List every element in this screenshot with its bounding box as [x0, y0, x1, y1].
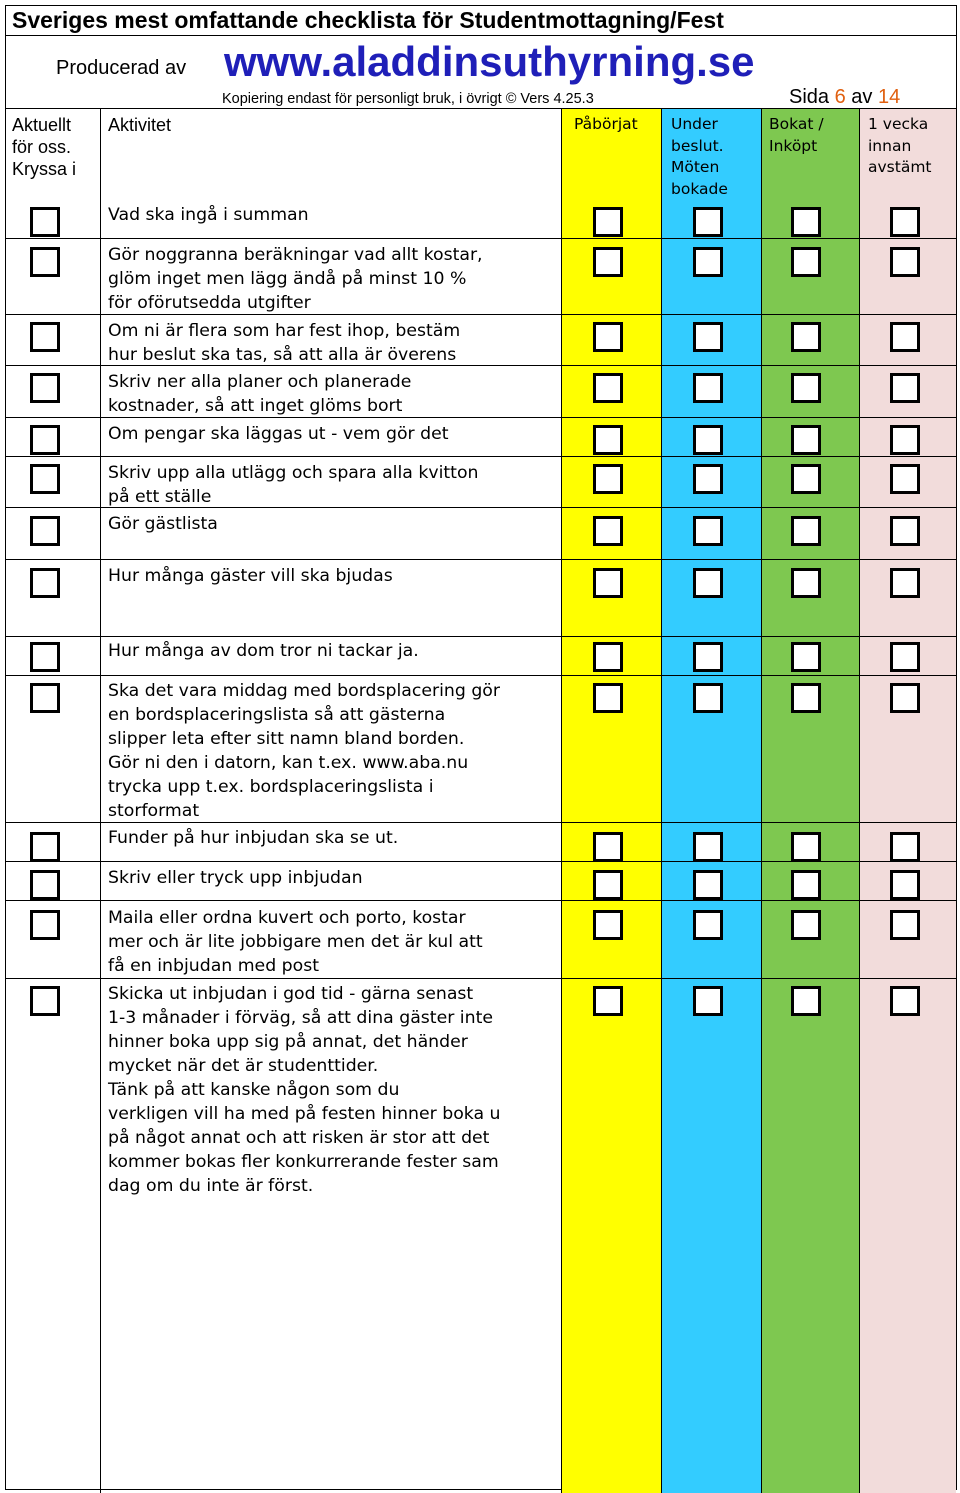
column-booked-band	[761, 108, 859, 1493]
checkbox-under-decision[interactable]	[693, 247, 723, 277]
checkbox-current[interactable]	[30, 207, 60, 237]
checkbox-started[interactable]	[593, 464, 623, 494]
checkbox-under-decision[interactable]	[693, 207, 723, 237]
row-divider	[5, 822, 956, 823]
checkbox-current[interactable]	[30, 322, 60, 352]
row-divider	[5, 900, 956, 901]
checkbox-started[interactable]	[593, 568, 623, 598]
checkbox-started[interactable]	[593, 207, 623, 237]
activity-text: Ska det vara middag med bordsplacering gör en bordsplaceringslista så att gästerna slipper leta efter sitt namn bland borden. Gör ni den i datorn, kan t.ex. www.aba.nu trycka upp t.ex. bordsplaceringslista i storformat	[108, 681, 500, 821]
checkbox-under-decision[interactable]	[693, 910, 723, 940]
row-divider	[5, 314, 956, 315]
row-divider	[5, 238, 956, 239]
left-column-divider	[100, 108, 101, 1493]
checkbox-under-decision[interactable]	[693, 642, 723, 672]
page-title: Sveriges mest omfattande checklista för Studentmottagning/Fest	[12, 7, 724, 33]
checkbox-current[interactable]	[30, 425, 60, 455]
checkbox-current[interactable]	[30, 910, 60, 940]
page-current: 6	[834, 86, 846, 108]
producer-label: Producerad av	[56, 57, 187, 79]
checkbox-booked[interactable]	[791, 986, 821, 1016]
row-divider	[5, 365, 956, 366]
checkbox-booked[interactable]	[791, 568, 821, 598]
checkbox-week-before[interactable]	[890, 464, 920, 494]
checkbox-week-before[interactable]	[890, 425, 920, 455]
checkbox-started[interactable]	[593, 910, 623, 940]
website-link[interactable]: www.aladdinsuthyrning.se	[224, 38, 755, 85]
column-under-decision-band	[661, 108, 761, 1493]
activity-text: Skriv ner alla planer och planerade kostnader, så att inget glöms bort	[108, 372, 412, 416]
row-divider	[5, 559, 956, 560]
checkbox-started[interactable]	[593, 642, 623, 672]
checkbox-started[interactable]	[593, 683, 623, 713]
checkbox-week-before[interactable]	[890, 910, 920, 940]
checkbox-current[interactable]	[30, 568, 60, 598]
activity-text: Hur många gäster vill ska bjudas	[108, 566, 393, 586]
checkbox-booked[interactable]	[791, 910, 821, 940]
checkbox-booked[interactable]	[791, 642, 821, 672]
checkbox-week-before[interactable]	[890, 516, 920, 546]
checkbox-booked[interactable]	[791, 870, 821, 900]
checkbox-week-before[interactable]	[890, 642, 920, 672]
row-divider	[5, 861, 956, 862]
checkbox-week-before[interactable]	[890, 832, 920, 862]
checkbox-under-decision[interactable]	[693, 516, 723, 546]
checkbox-current[interactable]	[30, 247, 60, 277]
header-started: Påbörjat	[574, 115, 638, 133]
column-week-before-band	[859, 108, 956, 1493]
checkbox-started[interactable]	[593, 322, 623, 352]
checkbox-under-decision[interactable]	[693, 870, 723, 900]
checkbox-current[interactable]	[30, 642, 60, 672]
checkbox-started[interactable]	[593, 986, 623, 1016]
activity-text: Skicka ut inbjudan i god tid - gärna senast 1-3 månader i förväg, så att dina gäster inte hinner boka upp sig på annat, det händer mycket när det är studenttider. Tänk på att kanske någon som du verkligen vill ha med på festen hinner boka u på något annat och att risken är stor att det kommer bokas fler konkurrerande fester sam dag om du inte är först.	[108, 984, 501, 1196]
activity-text: Funder på hur inbjudan ska se ut.	[108, 828, 399, 848]
activity-text: Om ni är flera som har fest ihop, bestäm hur beslut ska tas, så att alla är överens	[108, 321, 461, 365]
checkbox-current[interactable]	[30, 516, 60, 546]
activity-text: Vad ska ingå i summan	[108, 205, 309, 225]
checkbox-under-decision[interactable]	[693, 322, 723, 352]
copy-notice: Kopiering endast för personligt bruk, i övrigt © Vers 4.25.3	[222, 91, 594, 107]
activity-text: Om pengar ska läggas ut - vem gör det	[108, 424, 449, 444]
checkbox-booked[interactable]	[791, 373, 821, 403]
page-of: av	[851, 86, 873, 108]
checkbox-started[interactable]	[593, 870, 623, 900]
activity-text: Gör gästlista	[108, 514, 218, 534]
row-divider	[5, 978, 956, 979]
checkbox-under-decision[interactable]	[693, 568, 723, 598]
checkbox-under-decision[interactable]	[693, 832, 723, 862]
header-activity: Aktivitet	[108, 115, 172, 135]
checkbox-week-before[interactable]	[890, 568, 920, 598]
checkbox-started[interactable]	[593, 373, 623, 403]
row-divider	[5, 675, 956, 676]
page-total: 14	[877, 86, 901, 108]
activity-text: Hur många av dom tror ni tackar ja.	[108, 641, 419, 661]
checkbox-booked[interactable]	[791, 322, 821, 352]
activity-text: Skriv upp alla utlägg och spara alla kvitton på ett ställe	[108, 463, 479, 507]
header-booked: Bokat / Inköpt	[769, 115, 824, 155]
activity-text: Gör noggranna beräkningar vad allt kostar, glöm inget men lägg ändå på minst 10 % för oförutsedda utgifter	[108, 245, 483, 313]
checkbox-current[interactable]	[30, 986, 60, 1016]
checkbox-under-decision[interactable]	[693, 986, 723, 1016]
checkbox-started[interactable]	[593, 516, 623, 546]
row-divider	[5, 417, 956, 418]
checkbox-under-decision[interactable]	[693, 425, 723, 455]
checkbox-started[interactable]	[593, 247, 623, 277]
checkbox-booked[interactable]	[791, 425, 821, 455]
checkbox-booked[interactable]	[791, 516, 821, 546]
checkbox-current[interactable]	[30, 464, 60, 494]
column-started-band	[561, 108, 661, 1493]
activity-text: Skriv eller tryck upp inbjudan	[108, 868, 363, 888]
checkbox-current[interactable]	[30, 870, 60, 900]
checkbox-started[interactable]	[593, 425, 623, 455]
checkbox-week-before[interactable]	[890, 322, 920, 352]
row-divider	[5, 636, 956, 637]
header-under-decision: Under beslut. Möten bokade	[671, 115, 728, 198]
activity-text: Maila eller ordna kuvert och porto, kostar mer och är lite jobbigare men det är kul att få en inbjudan med post	[108, 908, 483, 976]
checkbox-under-decision[interactable]	[693, 373, 723, 403]
checkbox-current[interactable]	[30, 373, 60, 403]
header-current: Aktuellt för oss. Kryssa i	[12, 115, 77, 179]
page-indicator	[789, 86, 900, 109]
checkbox-week-before[interactable]	[890, 870, 920, 900]
title-divider	[5, 35, 956, 36]
row-divider	[5, 456, 956, 457]
checkbox-booked[interactable]	[791, 464, 821, 494]
checkbox-week-before[interactable]	[890, 683, 920, 713]
page-word: Sida	[789, 86, 830, 108]
checkbox-booked[interactable]	[791, 247, 821, 277]
checkbox-under-decision[interactable]	[693, 683, 723, 713]
checkbox-started[interactable]	[593, 832, 623, 862]
header-week-before: 1 vecka innan avstämt	[868, 115, 932, 176]
checkbox-week-before[interactable]	[890, 373, 920, 403]
checkbox-under-decision[interactable]	[693, 464, 723, 494]
checkbox-booked[interactable]	[791, 207, 821, 237]
checkbox-week-before[interactable]	[890, 986, 920, 1016]
checkbox-current[interactable]	[30, 832, 60, 862]
checkbox-booked[interactable]	[791, 832, 821, 862]
checkbox-week-before[interactable]	[890, 247, 920, 277]
row-divider	[5, 507, 956, 508]
checkbox-booked[interactable]	[791, 683, 821, 713]
checkbox-current[interactable]	[30, 683, 60, 713]
checkbox-week-before[interactable]	[890, 207, 920, 237]
